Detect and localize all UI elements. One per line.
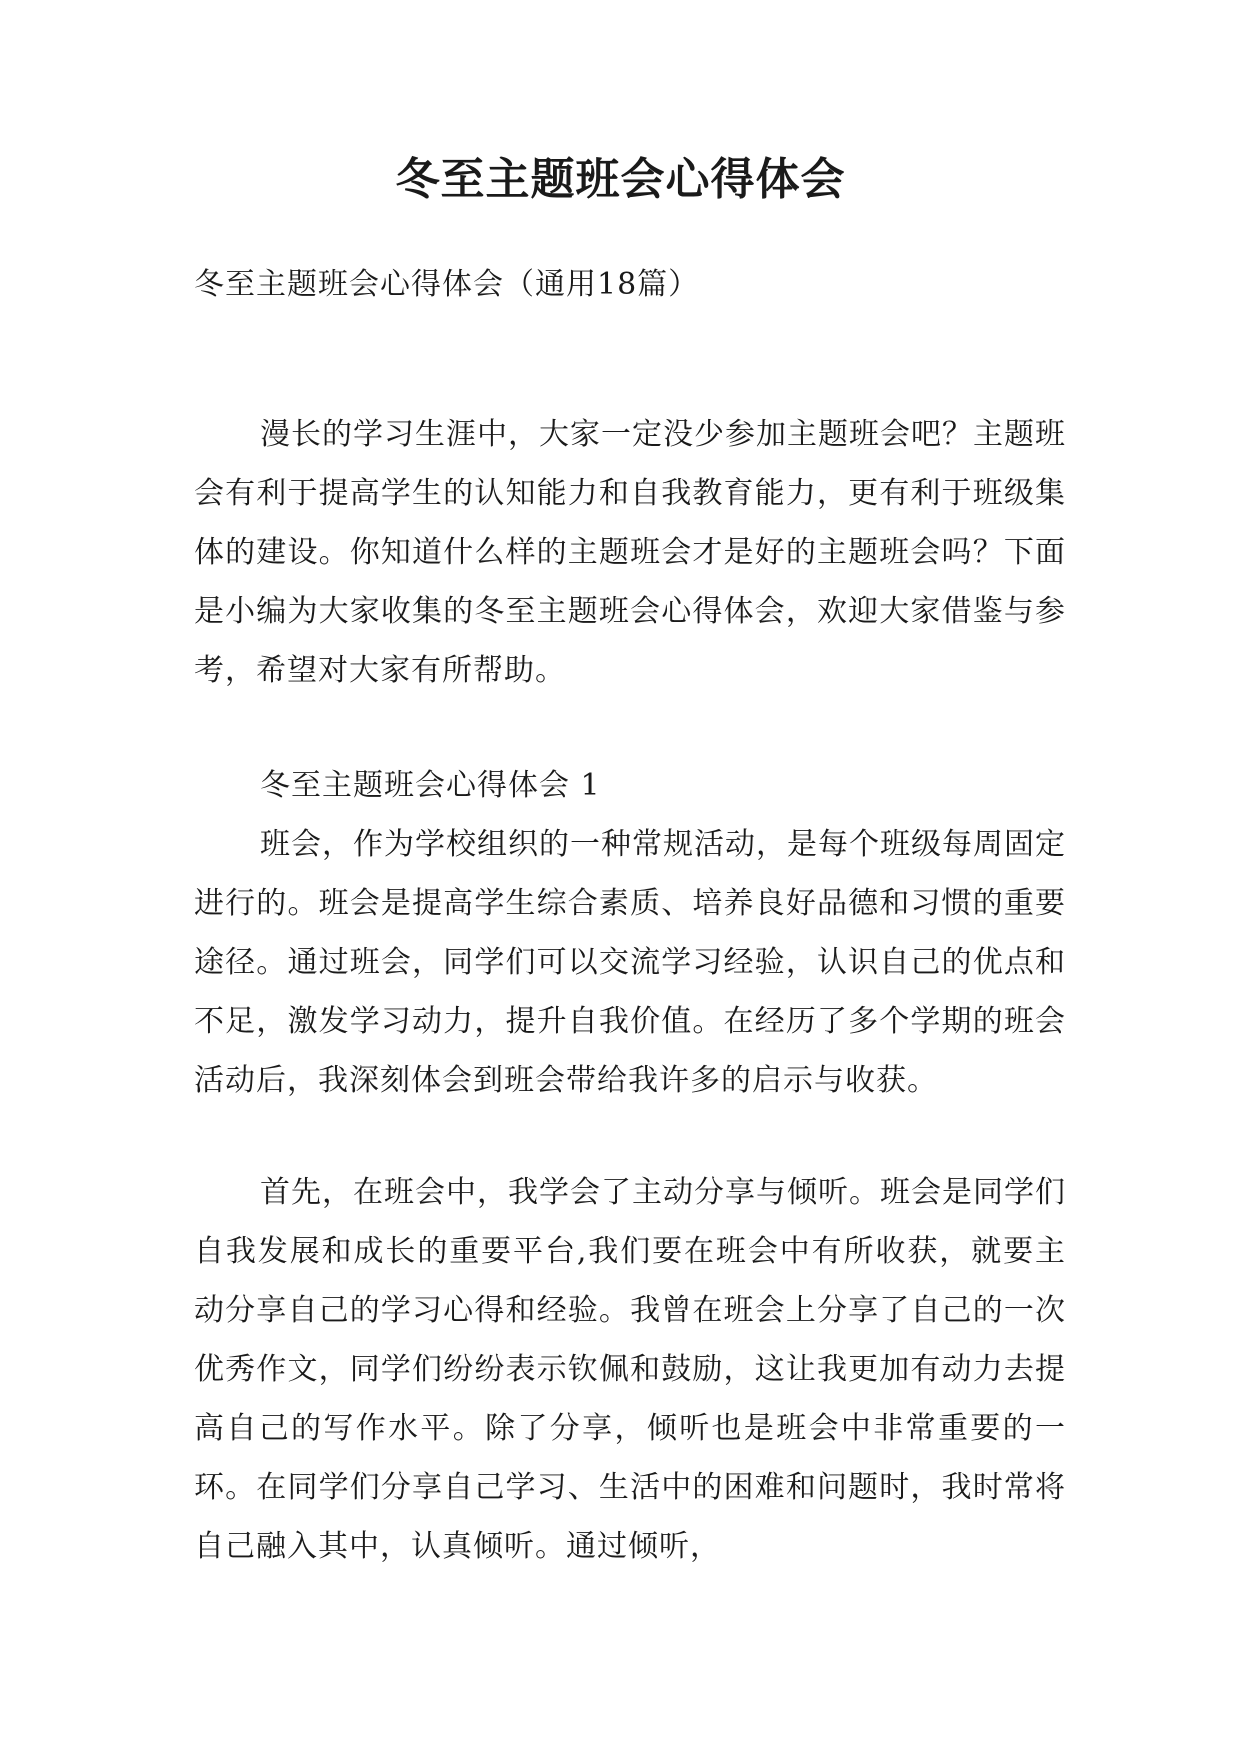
paragraph-text: 班会，作为学校组织的一种常规活动，是每个班级每周固定进行的。班会是提高学生综合素质、培养良好品德和习惯的重要途径。通过班会，同学们可以交流学习经验，认识自己的优点和不足，激发学习动力，提升自我价值。在经历了多个学期的班会活动后，我深刻体会到班会带给我许多的启示与收获。 bbox=[194, 827, 1066, 1098]
body-paragraph-2 bbox=[194, 1163, 1066, 1576]
document-title: 冬至主题班会心得体会 bbox=[395, 154, 846, 205]
section-heading: 冬至主题班会心得体会 1 bbox=[260, 768, 601, 803]
document-subtitle: 冬至主题班会心得体会（通用18篇） bbox=[194, 267, 700, 302]
body-paragraph-1 bbox=[194, 815, 1066, 1110]
paragraph-text: 首先，在班会中，我学会了主动分享与倾听。班会是同学们自我发展和成长的重要平台,我们要在班会中有所收获，就要主动分享自己的学习心得和经验。我曾在班会上分享了自己的一次优秀作文，同学们纷纷表示钦佩和鼓励，这让我更加有动力去提高自己的写作水平。除了分享，倾听也是班会中非常重要的一环。在同学们分享自己学习、生活中的困难和问题时，我时常将自己融入其中，认真倾听。通过倾听， bbox=[194, 1175, 1066, 1564]
intro-paragraph bbox=[194, 405, 1066, 700]
intro-text: 漫长的学习生涯中，大家一定没少参加主题班会吧？主题班会有利于提高学生的认知能力和自我教育能力，更有利于班级集体的建设。你知道什么样的主题班会才是好的主题班会吗？下面是小编为大家收集的冬至主题班会心得体会，欢迎大家借鉴与参考，希望对大家有所帮助。 bbox=[194, 417, 1066, 688]
